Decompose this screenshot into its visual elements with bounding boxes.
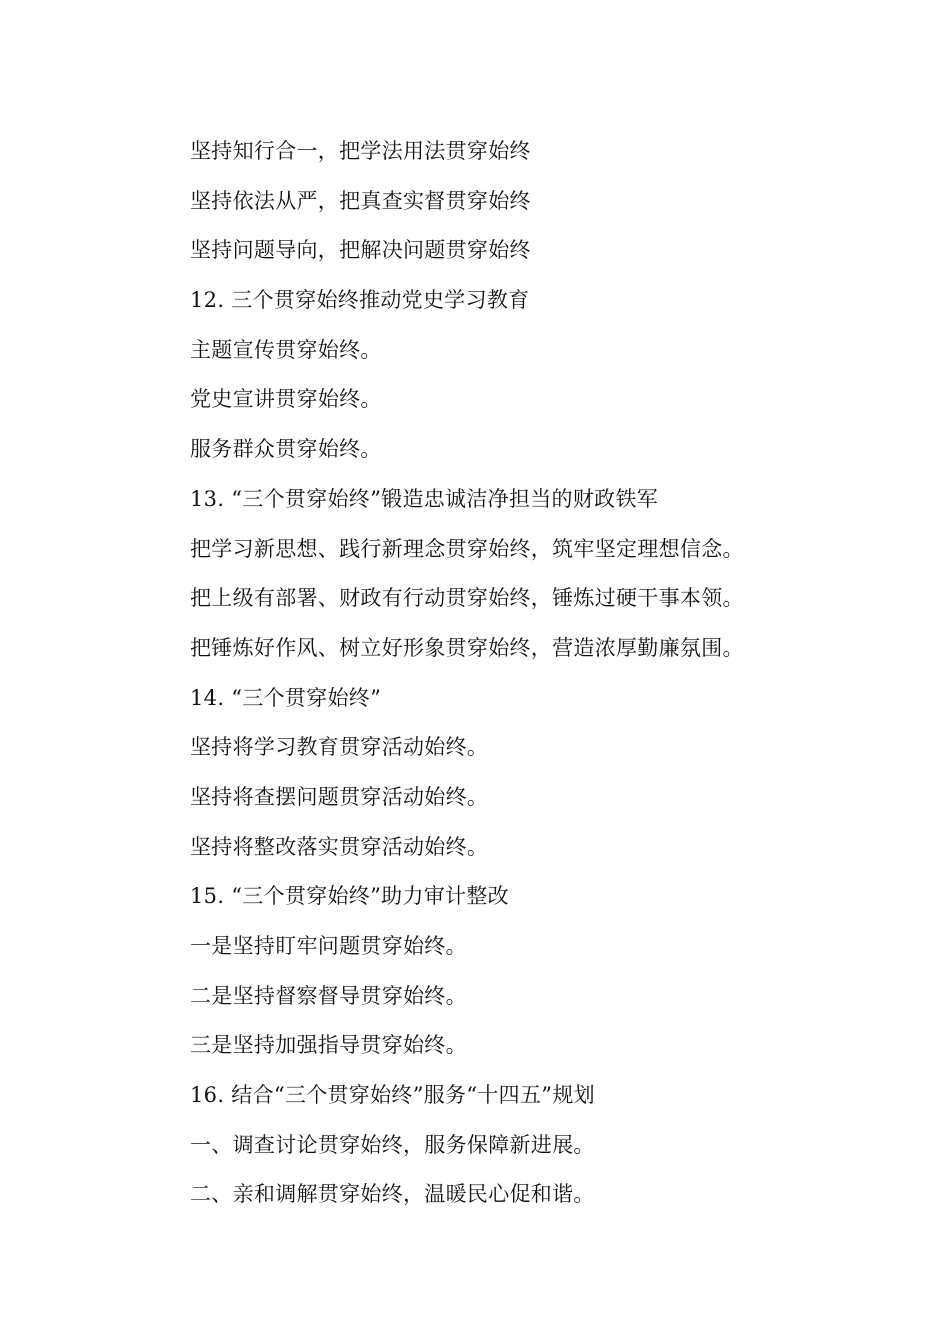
section-heading-16: 16. 结合“三个贯穿始终”服务“十四五”规划	[190, 1083, 595, 1108]
text-line: 坚持依法从严，把真查实督贯穿始终	[190, 188, 531, 213]
text-line: 把上级有部署、财政有行动贯穿始终，锤炼过硬干事本领。	[190, 586, 744, 611]
text-line: 一是坚持盯牢问题贯穿始终。	[190, 934, 467, 958]
text-line: 主题宣传贯穿始终。	[190, 337, 382, 362]
document-body	[190, 136, 890, 1229]
text-line: 把学习新思想、践行新理念贯穿始终，筑牢坚定理想信念。	[190, 536, 744, 561]
section-heading-12: 12. 三个贯穿始终推动党史学习教育	[190, 288, 530, 313]
text-line: 坚持知行合一，把学法用法贯穿始终	[190, 139, 531, 163]
text-line: 坚持将学习教育贯穿活动始终。	[190, 735, 489, 760]
text-line: 三是坚持加强指导贯穿始终。	[190, 1033, 467, 1058]
text-line: 一、调查讨论贯穿始终，服务保障新进展。	[190, 1132, 595, 1157]
text-line: 服务群众贯穿始终。	[190, 437, 382, 462]
text-line: 党史宣讲贯穿始终。	[190, 387, 382, 412]
section-heading-13: 13. “三个贯穿始终”锻造忠诚洁净担当的财政铁军	[190, 486, 659, 511]
text-line: 坚持将整改落实贯穿活动始终。	[190, 834, 489, 859]
text-line: 二是坚持督察督导贯穿始终。	[190, 983, 467, 1008]
section-heading-14: 14. “三个贯穿始终”	[190, 685, 382, 710]
text-line: 二、亲和调解贯穿始终，温暖民心促和谐。	[190, 1182, 595, 1207]
section-heading-15: 15. “三个贯穿始终”助力审计整改	[190, 884, 509, 909]
text-line: 坚持将查摆问题贯穿活动始终。	[190, 784, 489, 809]
text-line: 把锤炼好作风、树立好形象贯穿始终，营造浓厚勤廉氛围。	[190, 635, 744, 660]
text-line: 坚持问题导向，把解决问题贯穿始终	[190, 238, 531, 263]
